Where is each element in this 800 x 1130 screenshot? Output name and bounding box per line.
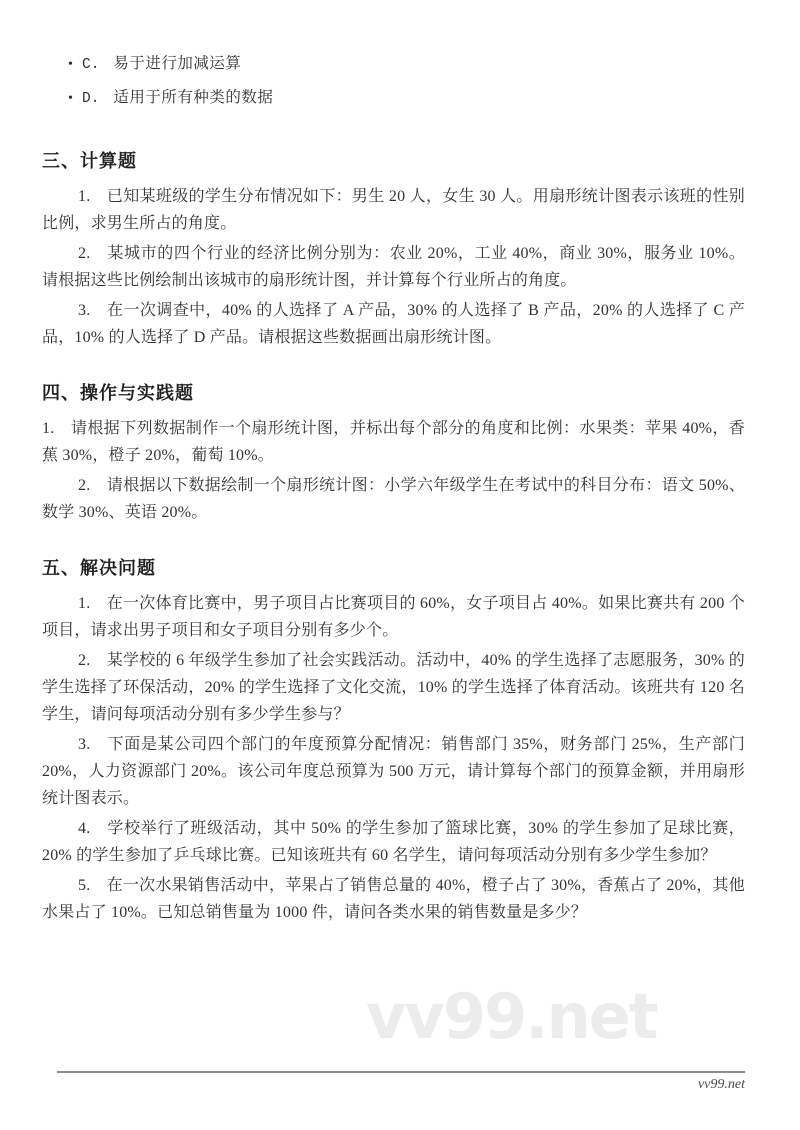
- bullet-icon: •: [68, 91, 73, 106]
- problem-paragraph: 2. 请根据以下数据绘制一个扇形统计图：小学六年级学生在考试中的科目分布：语文 50%、数学 30%、英语 20%。: [42, 477, 745, 521]
- watermark: vv99.net: [366, 980, 657, 1053]
- problem-paragraph: 4. 学校举行了班级活动，其中 50% 的学生参加了篮球比赛，30% 的学生参加了足球比赛，20% 的学生参加了乒乓球比赛。已知该班共有 60 名学生，请问每项活动分别有多少学生参加？: [42, 820, 745, 864]
- problem-paragraph: 3. 下面是某公司四个部门的年度预算分配情况：销售部门 35%，财务部门 25%，生产部门 20%，人力资源部门 20%。该公司年度总预算为 500 万元，请计算每个部门的预算金额，并用扇形统计图表示。: [42, 736, 745, 807]
- section-heading-solving: 五、解决问题: [42, 558, 156, 578]
- option-label: C.: [82, 57, 100, 73]
- option-list: [68, 54, 745, 109]
- problem-paragraph: 1. 请根据下列数据制作一个扇形统计图，并标出每个部分的角度和比例：水果类：苹果 40%，香蕉 30%，橙子 20%，葡萄 10%。: [42, 420, 745, 464]
- problem-paragraph: 1. 已知某班级的学生分布情况如下：男生 20 人，女生 30 人。用扇形统计图表示该班的性别比例，求男生所占的角度。: [42, 188, 745, 232]
- problem-paragraph: 5. 在一次水果销售活动中，苹果占了销售总量的 40%，橙子占了 30%，香蕉占了 20%，其他水果占了 10%。已知总销售量为 1000 件，请问各类水果的销售数量是多少？: [42, 877, 745, 921]
- option-text: 适用于所有种类的数据: [113, 89, 274, 106]
- section-heading-calculation: 三、计算题: [42, 151, 137, 171]
- section-heading-practice: 四、操作与实践题: [42, 383, 194, 403]
- footer-divider: [57, 1071, 745, 1073]
- problem-paragraph: 2. 某学校的 6 年级学生参加了社会实践活动。活动中，40% 的学生选择了志愿服务，30% 的学生选择了环保活动，20% 的学生选择了文化交流，10% 的学生选择了体育活动。该班共有 120 名学生，请问每项活动分别有多少学生参与？: [42, 652, 745, 723]
- option-label: D.: [82, 91, 100, 107]
- problem-paragraph: 2. 某城市的四个行业的经济比例分别为：农业 20%，工业 40%，商业 30%，服务业 10%。请根据这些比例绘制出该城市的扇形统计图，并计算每个行业所占的角度。: [42, 245, 745, 289]
- bullet-icon: •: [68, 57, 73, 72]
- problem-paragraph: 3. 在一次调查中，40% 的人选择了 A 产品，30% 的人选择了 B 产品，20% 的人选择了 C 产品，10% 的人选择了 D 产品。请根据这些数据画出扇形统计图。: [42, 302, 745, 346]
- footer-site-label: vv99.net: [697, 1077, 745, 1092]
- problem-paragraph: 1. 在一次体育比赛中，男子项目占比赛项目的 60%，女子项目占 40%。如果比赛共有 200 个项目，请求出男子项目和女子项目分别有多少个。: [42, 595, 745, 639]
- option-item: [68, 88, 745, 109]
- option-item: [68, 54, 745, 75]
- option-text: 易于进行加减运算: [113, 55, 242, 72]
